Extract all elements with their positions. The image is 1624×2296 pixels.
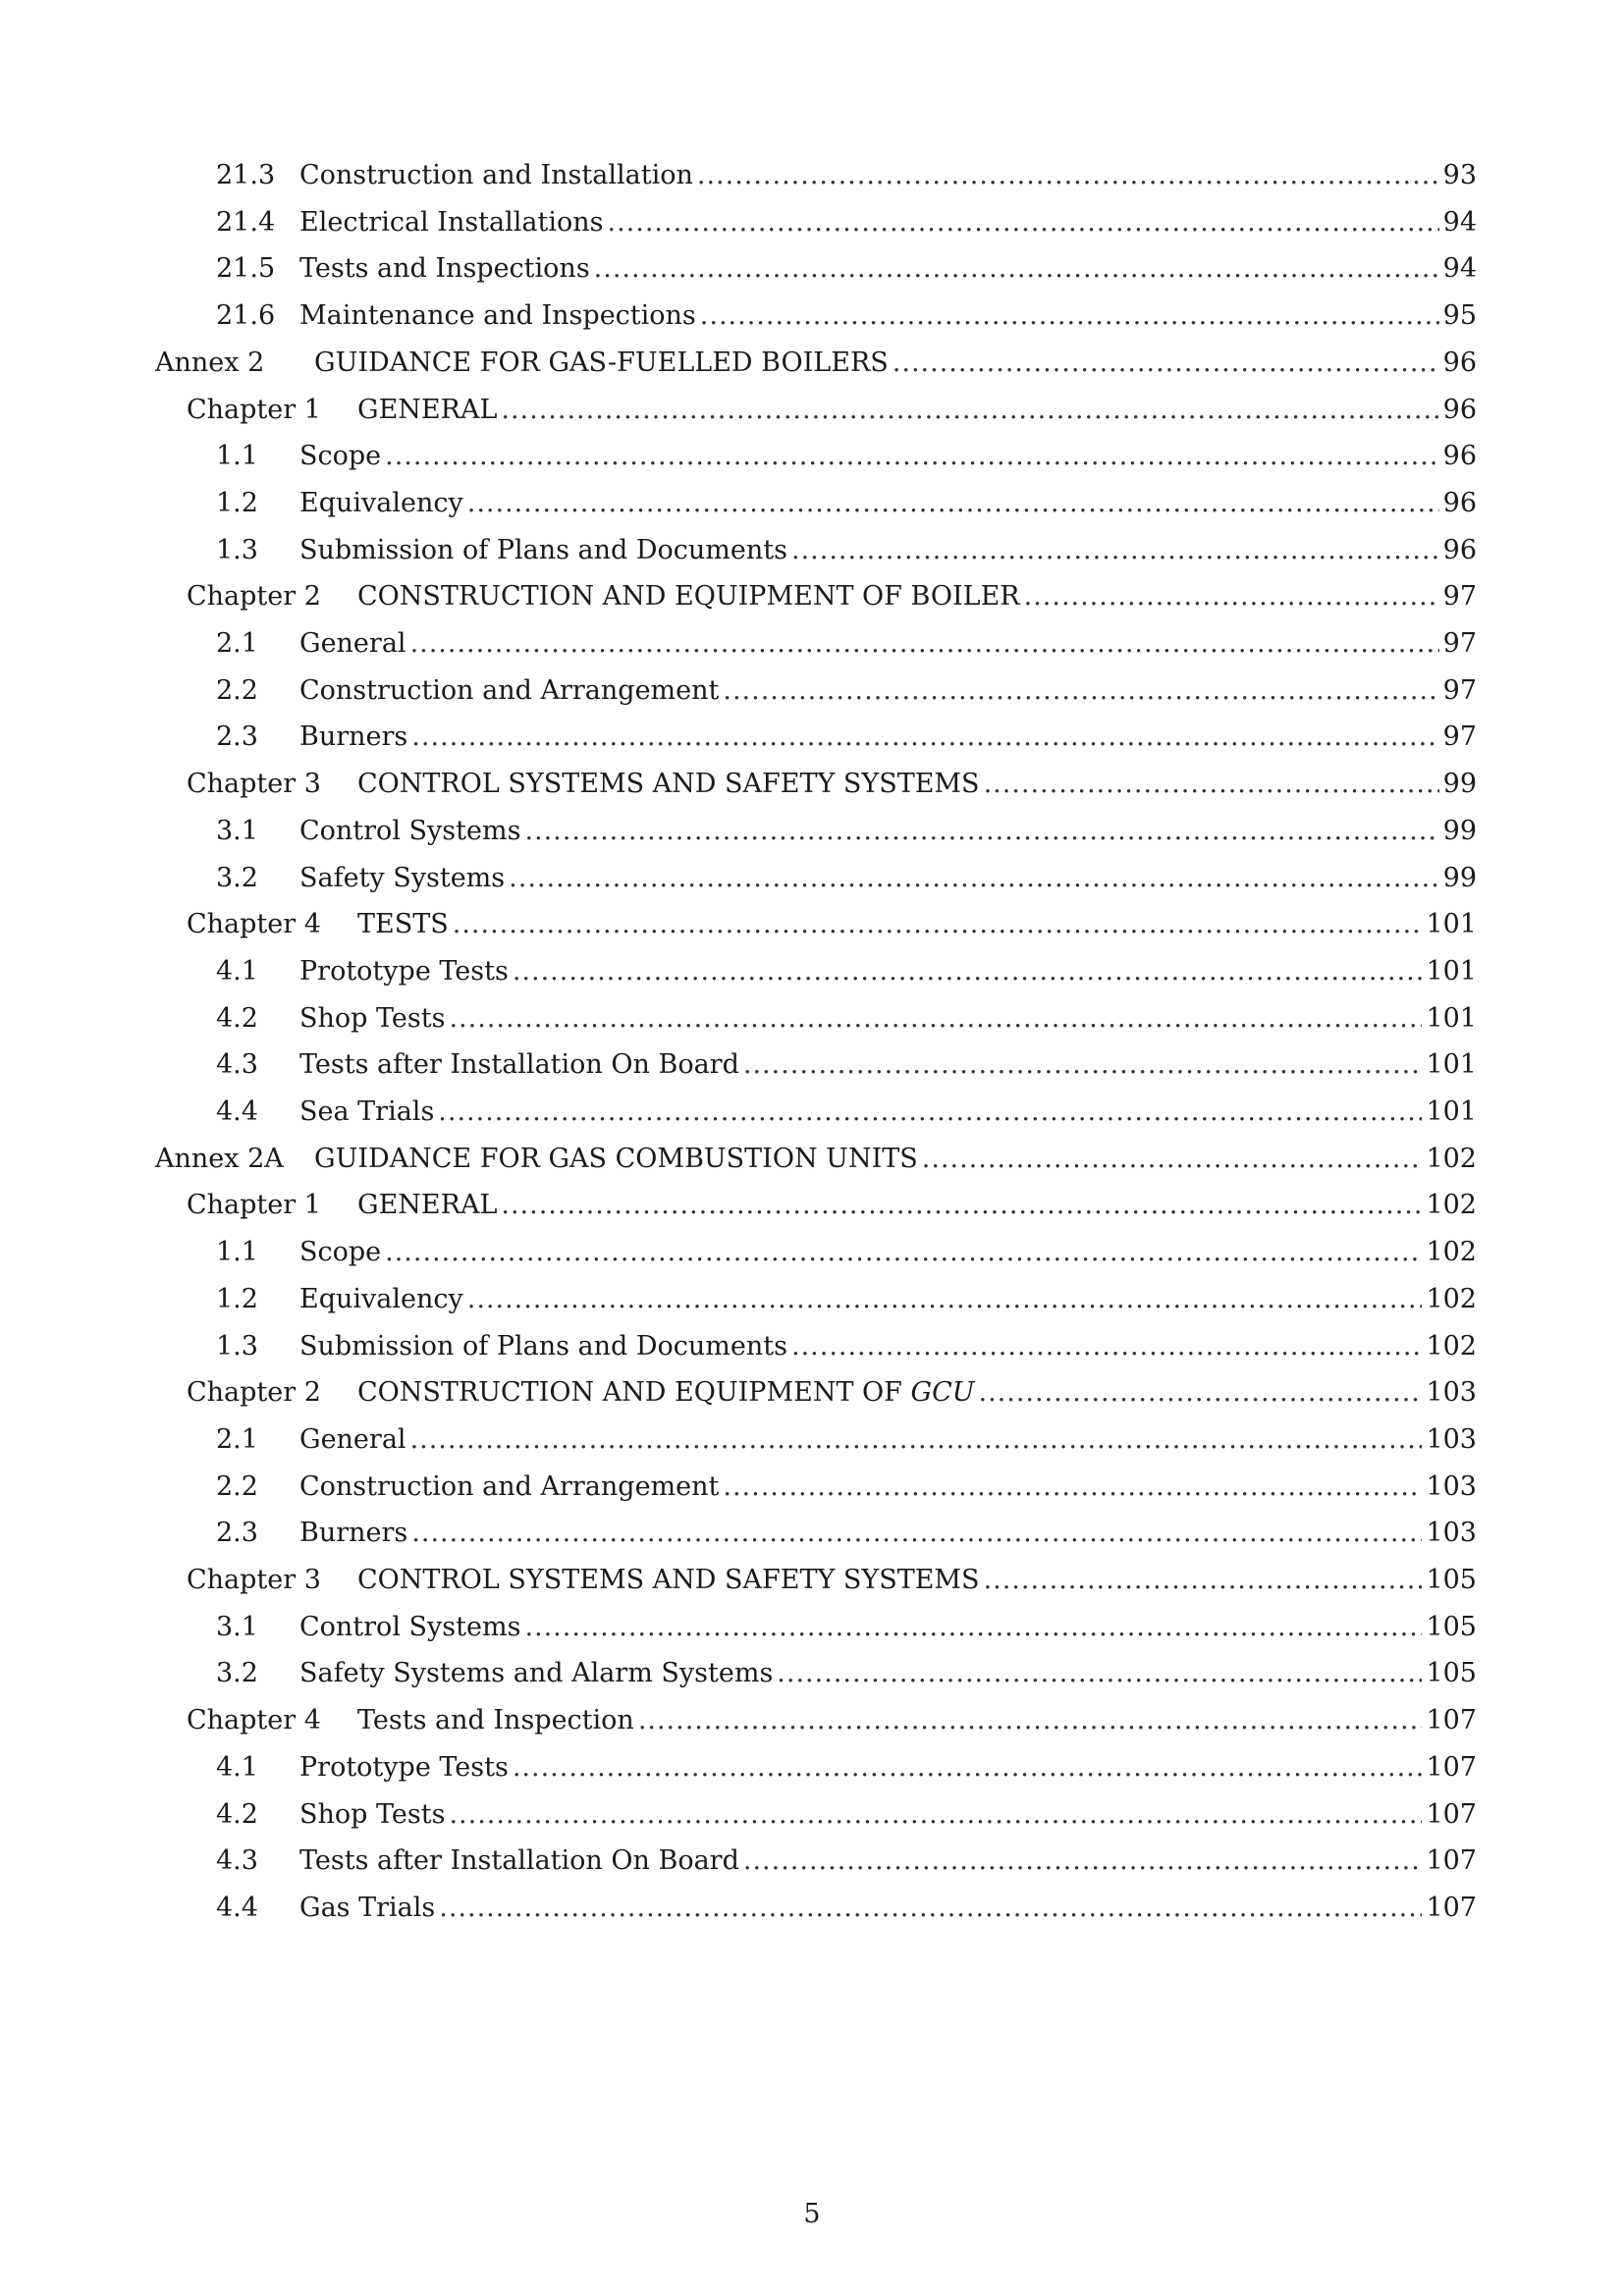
toc-entry-number: 4.1 bbox=[216, 1751, 258, 1783]
toc-entry-page: 105 bbox=[1426, 1658, 1477, 1689]
toc-entry-title-text: CONSTRUCTION AND EQUIPMENT OF BOILER bbox=[357, 581, 1020, 613]
toc-entry-page: 107 bbox=[1426, 1705, 1477, 1736]
dot-leader bbox=[893, 340, 1439, 386]
toc-entry-number: 4.2 bbox=[216, 1002, 258, 1034]
toc-entry-title-text: GUIDANCE FOR GAS-FUELLED BOILERS bbox=[314, 347, 889, 378]
toc-entry-title-text: Tests after Installation On Board bbox=[299, 1845, 739, 1877]
toc-entry-line bbox=[314, 340, 1477, 386]
toc-entry-number: 1.3 bbox=[216, 534, 258, 565]
toc-entry[interactable] bbox=[0, 433, 1624, 479]
toc-entry-title bbox=[299, 1791, 445, 1838]
toc-entry-title bbox=[314, 1136, 918, 1182]
toc-entry-number: 4.3 bbox=[216, 1845, 258, 1877]
toc-entry-number: Chapter 1 bbox=[187, 394, 321, 425]
toc-entry[interactable] bbox=[0, 714, 1624, 760]
toc-entry-title bbox=[299, 808, 520, 854]
toc-entry-page: 93 bbox=[1442, 160, 1477, 190]
toc-entry-title bbox=[299, 527, 787, 573]
dot-leader bbox=[984, 761, 1439, 807]
toc-entry-line bbox=[299, 1650, 1477, 1696]
toc-entry-number: 1.2 bbox=[216, 487, 258, 518]
toc-entry-line bbox=[299, 1041, 1477, 1088]
toc-entry-number: Annex 2 bbox=[155, 347, 265, 378]
toc-entry-title bbox=[299, 948, 509, 994]
toc-entry-line bbox=[299, 1323, 1477, 1369]
toc-entry-line bbox=[299, 527, 1477, 573]
toc-entry-title-text: Equivalency bbox=[299, 1283, 463, 1314]
toc-entry-number: 2.3 bbox=[216, 721, 258, 753]
toc-entry-line bbox=[299, 480, 1477, 526]
toc-entry-line bbox=[299, 1885, 1477, 1931]
toc-entry-title bbox=[357, 1697, 634, 1743]
dot-leader bbox=[922, 1136, 1423, 1182]
dot-leader bbox=[638, 1697, 1423, 1743]
toc-entry-number: 4.3 bbox=[216, 1049, 258, 1081]
toc-entry-line bbox=[299, 245, 1477, 292]
toc-entry[interactable] bbox=[0, 855, 1624, 901]
toc-entry-number: 4.4 bbox=[216, 1096, 258, 1127]
dot-leader bbox=[743, 1041, 1423, 1088]
toc-entry[interactable] bbox=[0, 1182, 1624, 1228]
toc-entry[interactable] bbox=[0, 1510, 1624, 1556]
dot-leader bbox=[410, 620, 1439, 667]
toc-entry[interactable] bbox=[0, 1697, 1624, 1743]
toc-entry-page: 94 bbox=[1442, 206, 1477, 238]
toc-entry-line bbox=[299, 433, 1477, 479]
toc-entry-number: 21.4 bbox=[216, 206, 276, 238]
dot-leader bbox=[791, 1323, 1422, 1369]
toc-entry-page: 105 bbox=[1426, 1611, 1477, 1642]
toc-entry-title-text: Construction and Installation bbox=[299, 160, 693, 190]
dot-leader bbox=[594, 245, 1439, 292]
toc-entry-page: 97 bbox=[1442, 581, 1477, 613]
toc-entry-line bbox=[299, 808, 1477, 854]
toc-entry-page: 103 bbox=[1426, 1518, 1477, 1549]
toc-entry-title bbox=[357, 1369, 974, 1415]
toc-entry-title bbox=[299, 433, 381, 479]
toc-entry[interactable] bbox=[0, 1791, 1624, 1838]
dot-leader bbox=[723, 1464, 1422, 1510]
toc-entry-title bbox=[357, 761, 980, 807]
toc-entry-title-text: Prototype Tests bbox=[299, 955, 509, 987]
toc-entry[interactable] bbox=[0, 667, 1624, 714]
toc-entry-line bbox=[299, 1791, 1477, 1838]
toc-entry-title-text: GENERAL bbox=[357, 394, 498, 425]
toc-entry-title-text: GUIDANCE FOR GAS COMBUSTION UNITS bbox=[314, 1143, 918, 1174]
toc-entry-line bbox=[314, 1136, 1477, 1182]
toc-entry-title-text: Equivalency bbox=[299, 487, 463, 518]
toc-entry-title bbox=[357, 1557, 980, 1603]
toc-entry[interactable] bbox=[0, 340, 1624, 386]
toc-entry-page: 97 bbox=[1442, 674, 1477, 706]
toc-entry-title-text: TESTS bbox=[357, 909, 449, 940]
toc-entry-title bbox=[357, 387, 497, 433]
toc-entry-page: 97 bbox=[1442, 721, 1477, 753]
toc-entry-title bbox=[314, 340, 889, 386]
toc-entry-line bbox=[299, 1416, 1477, 1463]
toc-entry-line bbox=[299, 714, 1477, 760]
toc-entry-title-text: GENERAL bbox=[357, 1190, 498, 1221]
toc-entry-title bbox=[299, 995, 445, 1041]
dot-leader bbox=[467, 480, 1439, 526]
toc-entry-title bbox=[299, 480, 463, 526]
toc-entry-title bbox=[299, 1650, 773, 1696]
toc-entry-line bbox=[299, 1744, 1477, 1790]
toc-entry-title bbox=[299, 855, 505, 901]
toc-entry-title bbox=[299, 1416, 406, 1463]
toc-entry-title bbox=[299, 152, 693, 198]
toc-entry-title-text: Shop Tests bbox=[299, 1002, 446, 1034]
toc-entry-number: 21.5 bbox=[216, 253, 276, 285]
toc-entry-number: 21.3 bbox=[216, 160, 276, 190]
toc-entry-title-text: Electrical Installations bbox=[299, 206, 604, 238]
toc-entry-title bbox=[299, 1464, 719, 1510]
toc-entry-page: 96 bbox=[1442, 534, 1477, 565]
dot-leader bbox=[513, 948, 1423, 994]
toc-entry[interactable] bbox=[0, 1276, 1624, 1322]
toc-entry[interactable] bbox=[0, 901, 1624, 947]
toc-entry-title-text: Prototype Tests bbox=[299, 1751, 509, 1783]
toc-entry-title bbox=[357, 1182, 497, 1228]
dot-leader bbox=[385, 1229, 1422, 1275]
toc-entry[interactable] bbox=[0, 1744, 1624, 1790]
toc-entry-title bbox=[299, 245, 590, 292]
toc-entry-page: 101 bbox=[1426, 909, 1477, 940]
toc-entry-page: 103 bbox=[1426, 1470, 1477, 1502]
dot-leader bbox=[411, 714, 1438, 760]
toc-entry-number: Annex 2A bbox=[155, 1143, 284, 1174]
toc-entry-line bbox=[357, 573, 1477, 619]
toc-entry-title-text: Gas Trials bbox=[299, 1892, 436, 1923]
toc-entry-page: 102 bbox=[1426, 1330, 1477, 1362]
toc-entry-page: 94 bbox=[1442, 253, 1477, 285]
toc-entry-title bbox=[357, 573, 1020, 619]
toc-entry-number: 3.1 bbox=[216, 1611, 258, 1642]
toc-entry-title-text: Submission of Plans and Documents bbox=[299, 534, 787, 565]
toc-entry-number: 3.2 bbox=[216, 1658, 258, 1689]
table-of-contents bbox=[0, 152, 1624, 1923]
toc-entry-page: 102 bbox=[1426, 1190, 1477, 1221]
toc-entry-title bbox=[299, 1744, 509, 1790]
toc-entry-number: 1.1 bbox=[216, 1237, 258, 1268]
toc-entry-title-text: Burners bbox=[299, 1518, 408, 1549]
toc-entry-line bbox=[299, 293, 1477, 339]
dot-leader bbox=[509, 855, 1438, 901]
toc-entry-line bbox=[299, 1510, 1477, 1556]
toc-entry[interactable] bbox=[0, 1089, 1624, 1135]
toc-entry[interactable] bbox=[0, 761, 1624, 807]
toc-entry[interactable] bbox=[0, 1885, 1624, 1931]
toc-entry-number: 1.3 bbox=[216, 1330, 258, 1362]
toc-entry-number: Chapter 1 bbox=[187, 1190, 321, 1221]
dot-leader bbox=[501, 387, 1438, 433]
toc-entry-number: Chapter 4 bbox=[187, 909, 321, 940]
toc-entry-title-text: General bbox=[299, 628, 406, 659]
toc-entry[interactable] bbox=[0, 1838, 1624, 1884]
toc-entry-line bbox=[299, 620, 1477, 667]
toc-entry-line bbox=[299, 1276, 1477, 1322]
toc-entry-page: 105 bbox=[1426, 1565, 1477, 1595]
dot-leader bbox=[467, 1276, 1423, 1322]
toc-entry-number: 2.1 bbox=[216, 628, 258, 659]
toc-entry-title-text: CONTROL SYSTEMS AND SAFETY SYSTEMS bbox=[357, 769, 980, 800]
toc-entry-title bbox=[299, 1510, 407, 1556]
dot-leader bbox=[385, 433, 1439, 479]
dot-leader bbox=[453, 901, 1423, 947]
toc-entry-number: 3.2 bbox=[216, 862, 258, 893]
toc-entry-title bbox=[299, 667, 719, 714]
toc-entry-page: 99 bbox=[1442, 862, 1477, 893]
dot-leader bbox=[524, 808, 1438, 854]
dot-leader bbox=[439, 1885, 1422, 1931]
toc-entry-page: 99 bbox=[1442, 769, 1477, 800]
toc-entry-title-text: Control Systems bbox=[299, 815, 521, 846]
toc-entry-page: 101 bbox=[1426, 1049, 1477, 1081]
dot-leader bbox=[410, 1416, 1423, 1463]
toc-entry[interactable] bbox=[0, 1416, 1624, 1463]
toc-entry-page: 99 bbox=[1442, 815, 1477, 846]
toc-entry-title bbox=[299, 199, 604, 245]
toc-entry[interactable] bbox=[0, 1464, 1624, 1510]
toc-entry-line bbox=[299, 199, 1477, 245]
dot-leader bbox=[700, 293, 1439, 339]
toc-entry-title bbox=[299, 1323, 787, 1369]
toc-entry[interactable] bbox=[0, 152, 1624, 198]
toc-entry-title-text: Safety Systems and Alarm Systems bbox=[299, 1658, 774, 1689]
toc-entry-title-text: Construction and Arrangement bbox=[299, 674, 720, 706]
toc-entry-page: 97 bbox=[1442, 628, 1477, 659]
toc-entry-page: 96 bbox=[1442, 394, 1477, 425]
toc-entry-title bbox=[299, 1089, 434, 1135]
toc-entry[interactable] bbox=[0, 480, 1624, 526]
toc-entry-number: 21.6 bbox=[216, 300, 276, 332]
toc-entry[interactable] bbox=[0, 1557, 1624, 1603]
toc-entry-title-text: Tests and Inspections bbox=[299, 253, 590, 285]
toc-entry-title-text: Control Systems bbox=[299, 1611, 521, 1642]
toc-entry[interactable] bbox=[0, 199, 1624, 245]
dot-leader bbox=[978, 1369, 1422, 1415]
toc-entry-page: 107 bbox=[1426, 1845, 1477, 1877]
toc-entry-title-text: CONTROL SYSTEMS AND SAFETY SYSTEMS bbox=[357, 1565, 980, 1595]
dot-leader bbox=[777, 1650, 1422, 1696]
toc-entry-title-text: CONSTRUCTION AND EQUIPMENT OF bbox=[357, 1377, 911, 1409]
toc-entry[interactable] bbox=[0, 808, 1624, 854]
toc-entry-line bbox=[357, 1369, 1477, 1415]
toc-entry-page: 102 bbox=[1426, 1237, 1477, 1268]
toc-entry[interactable] bbox=[0, 293, 1624, 339]
toc-entry-page: 96 bbox=[1442, 441, 1477, 472]
toc-entry-number: Chapter 3 bbox=[187, 769, 321, 800]
toc-entry-title-text: Scope bbox=[299, 441, 382, 472]
toc-entry-number: Chapter 2 bbox=[187, 1377, 321, 1409]
toc-entry-title bbox=[299, 1276, 463, 1322]
toc-entry-line bbox=[357, 387, 1477, 433]
dot-leader bbox=[984, 1557, 1423, 1603]
toc-entry-page: 101 bbox=[1426, 1002, 1477, 1034]
toc-entry[interactable] bbox=[0, 620, 1624, 667]
toc-entry-line bbox=[357, 1182, 1477, 1228]
toc-entry-title-italic: GCU bbox=[910, 1377, 975, 1409]
toc-entry-line bbox=[299, 855, 1477, 901]
dot-leader bbox=[501, 1182, 1422, 1228]
toc-entry-number: Chapter 2 bbox=[187, 581, 321, 613]
toc-entry-title-text: Shop Tests bbox=[299, 1798, 446, 1830]
toc-entry[interactable] bbox=[0, 245, 1624, 292]
toc-entry-page: 107 bbox=[1426, 1798, 1477, 1830]
toc-entry-number: 4.1 bbox=[216, 955, 258, 987]
toc-entry-number: Chapter 4 bbox=[187, 1705, 321, 1736]
toc-entry-page: 102 bbox=[1426, 1143, 1477, 1174]
toc-entry-number: 1.2 bbox=[216, 1283, 258, 1314]
toc-entry[interactable] bbox=[0, 1229, 1624, 1275]
toc-entry-title bbox=[299, 620, 406, 667]
toc-entry-line bbox=[299, 1089, 1477, 1135]
toc-entry-page: 101 bbox=[1426, 955, 1477, 987]
toc-entry-title bbox=[357, 901, 449, 947]
toc-entry-title-text: General bbox=[299, 1423, 406, 1455]
toc-entry-line bbox=[299, 1229, 1477, 1275]
toc-entry-title bbox=[299, 714, 407, 760]
toc-entry-title bbox=[299, 1885, 435, 1931]
toc-entry-line bbox=[357, 761, 1477, 807]
dot-leader bbox=[449, 1791, 1422, 1838]
toc-entry-title bbox=[299, 1229, 381, 1275]
toc-entry-page: 102 bbox=[1426, 1283, 1477, 1314]
toc-entry-title bbox=[299, 293, 696, 339]
toc-entry-title bbox=[299, 1041, 739, 1088]
toc-entry[interactable] bbox=[0, 387, 1624, 433]
toc-entry-title-text: Tests after Installation On Board bbox=[299, 1049, 739, 1081]
dot-leader bbox=[524, 1604, 1422, 1650]
toc-entry-title-text: Scope bbox=[299, 1237, 382, 1268]
toc-entry-line bbox=[357, 901, 1477, 947]
dot-leader bbox=[1024, 573, 1439, 619]
dot-leader bbox=[411, 1510, 1422, 1556]
toc-entry-line bbox=[357, 1697, 1477, 1743]
toc-entry-title-text: Tests and Inspection bbox=[357, 1705, 634, 1736]
toc-entry-number: 2.1 bbox=[216, 1423, 258, 1455]
dot-leader bbox=[743, 1838, 1423, 1884]
toc-entry-line bbox=[357, 1557, 1477, 1603]
toc-entry-line bbox=[299, 1464, 1477, 1510]
toc-entry[interactable] bbox=[0, 573, 1624, 619]
toc-entry-title-text: Burners bbox=[299, 721, 408, 753]
dot-leader bbox=[608, 199, 1439, 245]
toc-entry-page: 95 bbox=[1442, 300, 1477, 332]
toc-entry[interactable] bbox=[0, 1604, 1624, 1650]
dot-leader bbox=[438, 1089, 1422, 1135]
toc-entry-line bbox=[299, 948, 1477, 994]
toc-entry[interactable] bbox=[0, 1041, 1624, 1088]
toc-entry-page: 107 bbox=[1426, 1751, 1477, 1783]
toc-entry-page: 96 bbox=[1442, 347, 1477, 378]
dot-leader bbox=[791, 527, 1439, 573]
page-number: 5 bbox=[803, 2199, 821, 2229]
toc-entry-title-text: Submission of Plans and Documents bbox=[299, 1330, 787, 1362]
dot-leader bbox=[449, 995, 1422, 1041]
toc-entry-page: 101 bbox=[1426, 1096, 1477, 1127]
toc-entry[interactable] bbox=[0, 1323, 1624, 1369]
toc-entry-number: 2.2 bbox=[216, 1470, 258, 1502]
toc-entry-number: 3.1 bbox=[216, 815, 258, 846]
toc-entry-page: 103 bbox=[1426, 1423, 1477, 1455]
toc-entry-number: 2.3 bbox=[216, 1518, 258, 1549]
toc-entry-page: 103 bbox=[1426, 1377, 1477, 1409]
toc-entry[interactable] bbox=[0, 948, 1624, 994]
toc-entry-title-text: Sea Trials bbox=[299, 1096, 435, 1127]
toc-entry-line bbox=[299, 1838, 1477, 1884]
toc-entry-title-text: Maintenance and Inspections bbox=[299, 300, 696, 332]
toc-entry-line bbox=[299, 1604, 1477, 1650]
toc-entry[interactable] bbox=[0, 995, 1624, 1041]
toc-entry[interactable] bbox=[0, 1369, 1624, 1415]
toc-entry-line bbox=[299, 995, 1477, 1041]
toc-entry-number: 2.2 bbox=[216, 674, 258, 706]
toc-entry-title-text: Construction and Arrangement bbox=[299, 1470, 720, 1502]
toc-entry-title bbox=[299, 1604, 520, 1650]
toc-entry-title-text: Safety Systems bbox=[299, 862, 506, 893]
toc-entry-title bbox=[299, 1838, 739, 1884]
toc-entry-number: 4.4 bbox=[216, 1892, 258, 1923]
toc-entry-number: 1.1 bbox=[216, 441, 258, 472]
toc-entry-line bbox=[299, 152, 1477, 198]
dot-leader bbox=[513, 1744, 1423, 1790]
dot-leader bbox=[723, 667, 1438, 714]
toc-entry-line bbox=[299, 667, 1477, 714]
toc-entry-page: 107 bbox=[1426, 1892, 1477, 1923]
toc-entry[interactable] bbox=[0, 1136, 1624, 1182]
toc-entry[interactable] bbox=[0, 527, 1624, 573]
toc-entry-page: 96 bbox=[1442, 487, 1477, 518]
toc-entry-number: Chapter 3 bbox=[187, 1565, 321, 1595]
toc-entry[interactable] bbox=[0, 1650, 1624, 1696]
toc-entry-number: 4.2 bbox=[216, 1798, 258, 1830]
dot-leader bbox=[697, 152, 1439, 198]
